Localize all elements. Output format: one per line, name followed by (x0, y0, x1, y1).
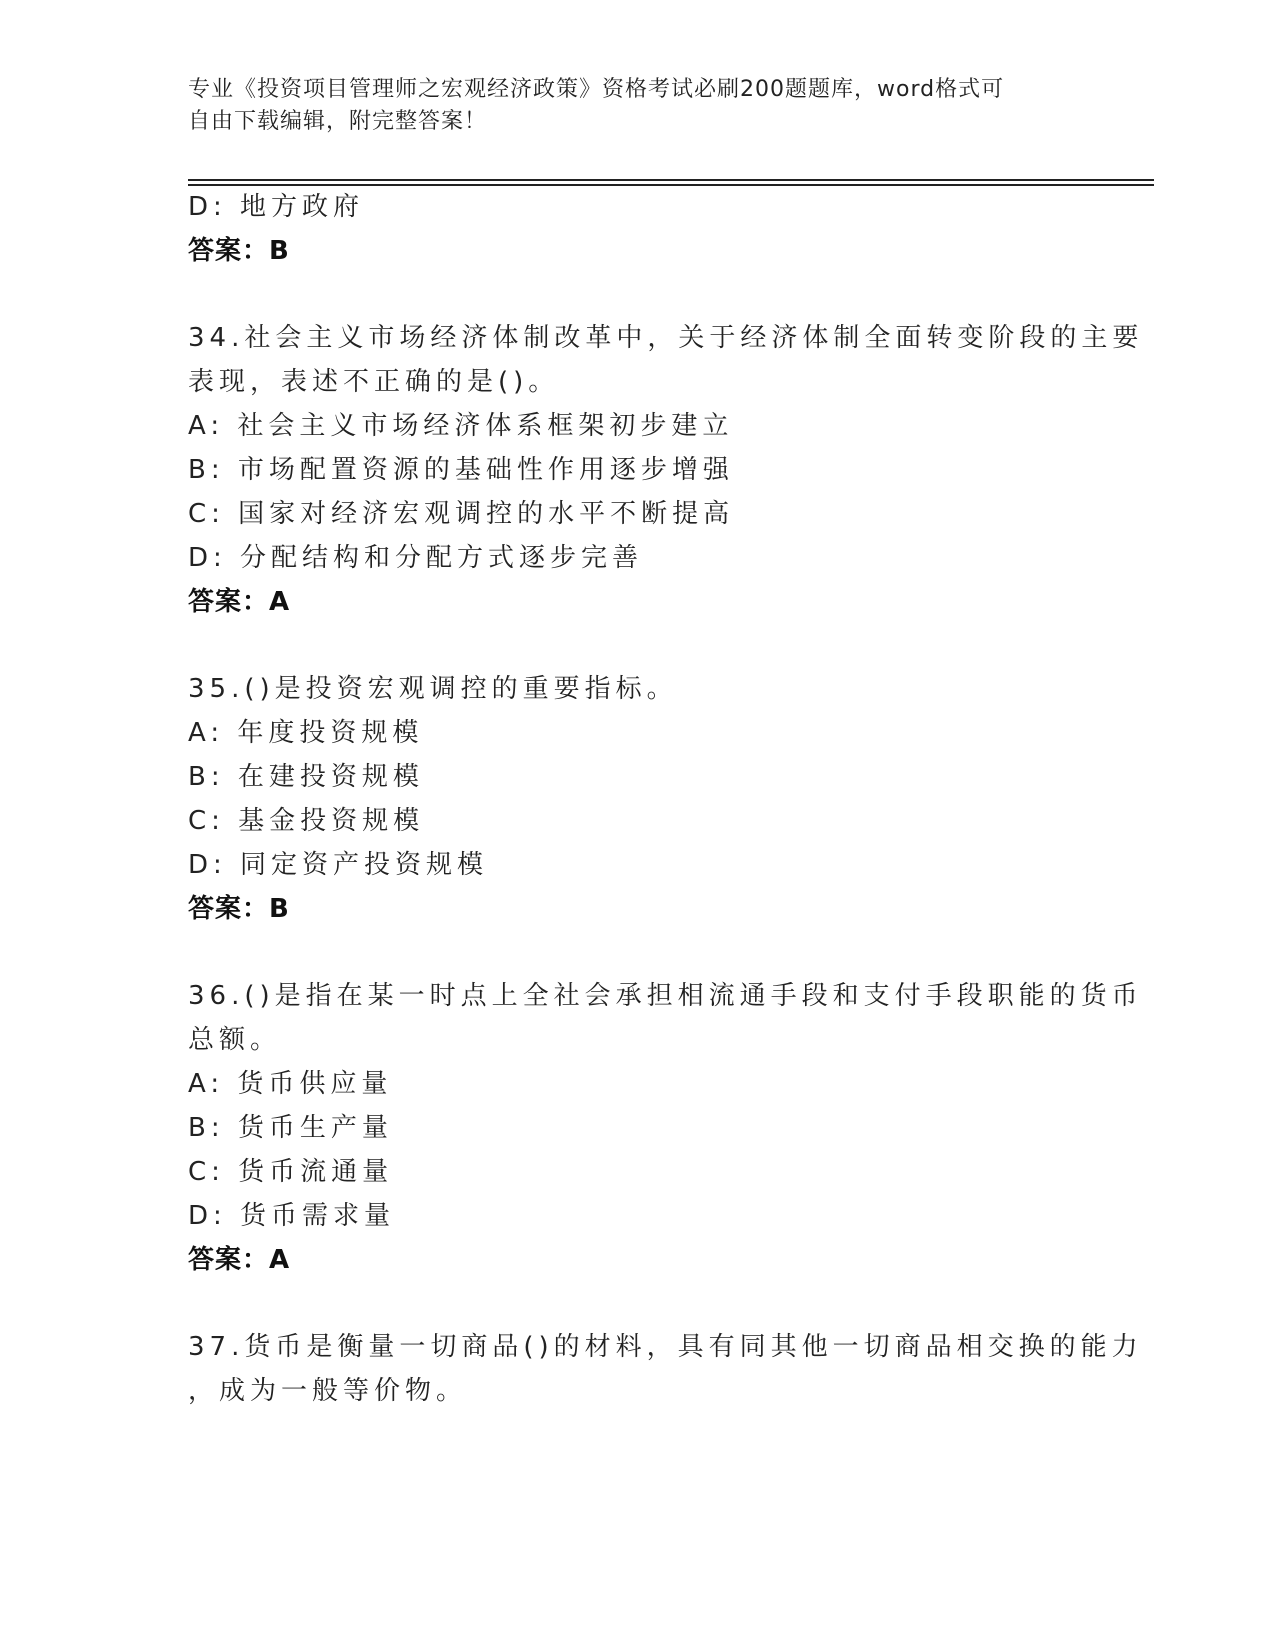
prev-option-d: D: 地方政府 (188, 192, 365, 222)
q36-answer: 答案：A (188, 1245, 291, 1275)
q34-option-b: B: 市场配置资源的基础性作用逐步增强 (188, 455, 734, 485)
header-line-1: 专业《投资项目管理师之宏观经济政策》资格考试必刷200题题库，word格式可 (188, 77, 1005, 102)
q34-stem-line-1: 34.社会主义市场经济体制改革中，关于经济体制全面转变阶段的主要 (188, 323, 1144, 353)
document-header (188, 74, 1068, 138)
q34-answer: 答案：A (188, 587, 291, 617)
q35-option-a: A: 年度投资规模 (188, 718, 424, 748)
q35-option-c: C: 基金投资规模 (188, 806, 425, 836)
q36-option-a: A: 货币供应量 (188, 1069, 393, 1099)
q35-option-b: B: 在建投资规模 (188, 762, 424, 792)
q36-stem-line-2: 总额。 (188, 1025, 282, 1055)
q34-option-a: A: 社会主义市场经济体系框架初步建立 (188, 411, 734, 441)
q34-stem-line-2: 表现，表述不正确的是()。 (188, 367, 560, 397)
q36-stem-line-1: 36.()是指在某一时点上全社会承担相流通手段和支付手段职能的货币 (188, 981, 1143, 1011)
header-divider-bottom (188, 184, 1154, 186)
q34-option-c: C: 国家对经济宏观调控的水平不断提高 (188, 499, 735, 529)
q34-option-d: D: 分配结构和分配方式逐步完善 (188, 543, 644, 573)
header-divider-top (188, 179, 1154, 181)
q37-stem-line-2: ，成为一般等价物。 (188, 1376, 468, 1406)
q36-option-c: C: 货币流通量 (188, 1157, 394, 1187)
prev-answer: 答案：B (188, 236, 290, 266)
header-line-2: 自由下载编辑，附完整答案！ (188, 109, 488, 134)
q35-stem-line-1: 35.()是投资宏观调控的重要指标。 (188, 674, 678, 704)
q35-answer: 答案：B (188, 894, 290, 924)
q36-option-b: B: 货币生产量 (188, 1113, 393, 1143)
q35-option-d: D: 同定资产投资规模 (188, 850, 489, 880)
q36-option-d: D: 货币需求量 (188, 1201, 396, 1231)
q37-stem-line-1: 37.货币是衡量一切商品()的材料，具有同其他一切商品相交换的能力 (188, 1332, 1143, 1362)
